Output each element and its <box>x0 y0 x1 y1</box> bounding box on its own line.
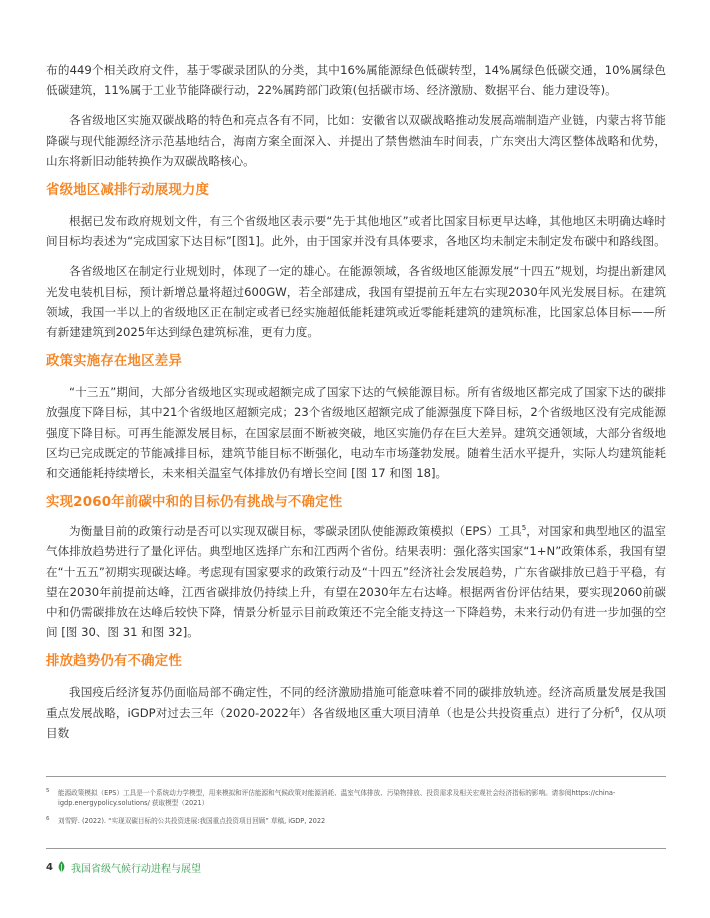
footnote-divider <box>46 776 666 777</box>
paragraph <box>46 682 666 743</box>
footer-title: 我国省级气候行动进程与展望 <box>70 863 201 875</box>
footnote-text: 刘雪野. (2022). “实现双碳目标的公共投资进展:我国重点投资项目回顾” 草稿, iGDP, 2022 <box>58 817 326 825</box>
main-content <box>46 60 666 743</box>
footnote-text: 能源政策模拟（EPS）工具是一个系统动力学模型，用来模拟和评估能源和气候政策对能源消耗、温室气体排放、污染物排放、投资需求及相关宏观社会经济指标的影响。请参阅https://china-igdp.energypolicy.solutions/ 获取模型（2021） <box>58 789 616 807</box>
page-number: 4 <box>46 861 53 873</box>
footnote-number: 5 <box>46 788 50 794</box>
footnote-number: 6 <box>46 816 50 822</box>
footnote <box>46 816 666 826</box>
footnote-ref: 6 <box>614 705 620 714</box>
footer-divider <box>46 848 666 849</box>
paragraph-text: ，仅从项目数 <box>46 705 666 740</box>
footnote <box>46 788 666 808</box>
footnotes <box>46 788 666 834</box>
section-heading: 省级地区减排行动展现力度 <box>46 183 210 199</box>
paragraph: 各省级地区实施双碳战略的特色和亮点各有不同，比如：安徽省以双碳战略推动发展高端制造产业链，内蒙古将节能降碳与现代能源经济示范基地结合，海南方案全面深入、并提出了禁售燃油车时间表，广东突出大湾区整体战略和优势，山东将新旧动能转换作为双碳战略核心。 <box>46 113 666 168</box>
paragraph: 根据已发布政府规划文件，有三个省级地区表示要“先于其他地区”或者比国家目标更早达峰，其他地区未明确达峰时间目标均表述为“完成国家下达目标”[图1]。此外，由于国家并没有具体要求，各地区均未制定未制定发布碳中和路线图。 <box>46 214 666 249</box>
leaf-icon <box>57 861 66 873</box>
paragraph: “十三五”期间，大部分省级地区实现或超额完成了国家下达的气候能源目标。所有省级地区都完成了国家下达的碳排放强度下降目标，其中21个省级地区超额完成；23个省级地区超额完成了能源强度下降目标，2个省级地区没有完成能源强度下降目标。可再生能源发展目标，在国家层面不断被突破，地区实施仍存在巨大差异。建筑交通领域，大部分省级地区均已完成既定的节能减排目标，建筑节能目标不断强化，电动车市场蓬勃发展。随着生活水平提升，实际人均建筑能耗和交通能耗持续增长，未来相关温室气体排放仍有增长空间 [图 17 和图 18]。 <box>46 385 666 481</box>
footnote-ref: 5 <box>521 524 527 533</box>
page-footer <box>46 860 201 874</box>
paragraph-text: 我国疫后经济复苏仍面临局部不确定性，不同的经济激励措施可能意味着不同的碳排放轨迹。经济高质量发展是我国重点发展战略，iGDP对过去三年（2020-2022年）各省级地区重大项目清单（也是公共投资重点）进行了分析 <box>46 685 666 720</box>
section-heading: 排放趋势仍有不确定性 <box>46 654 182 670</box>
section-heading: 实现2060年前碳中和的目标仍有挑战与不确定性 <box>46 495 343 511</box>
paragraph <box>46 521 666 642</box>
paragraph-text: ，对国家和典型地区的温室气体排放趋势进行了量化评估。典型地区选择广东和江西两个省份。结果表明：强化落实国家“1+N”政策体系，我国有望在“十五五”初期实现碳达峰。考虑现有国家要求的政策行动及“十四五”经济社会发展趋势，广东省碳排放已趋于平稳，有望在2030年前提前达峰，江西省碳排放仍持续上升，有望在2030年左右达峰。根据两省份评估结果，要实现2060前碳中和仍需碳排放在达峰后较快下降，情景分析显示目前政策还不完全能支持这一下降趋势，未来行动仍有进一步加强的空间 [图 30、图 31 和图 32]。 <box>46 524 666 640</box>
paragraph: 布的449个相关政府文件，基于零碳录团队的分类，其中16%属能源绿色低碳转型，14%属绿色低碳交通，10%属绿色低碳建筑，11%属于工业节能降碳行动，22%属跨部门政策(包括碳市场、经济激励、数据平台、能力建设等)。 <box>46 63 666 98</box>
section-heading: 政策实施存在地区差异 <box>46 354 182 370</box>
paragraph: 各省级地区在制定行业规划时，体现了一定的雄心。在能源领域，各省级地区能源发展“十四五”规划，均提出新建风光发电装机目标，预计新增总量将超过600GW，若全部建成，我国有望提前五年左右实现2030年风光发展目标。在建筑领域，我国一半以上的省级地区正在制定或者已经实施超低能耗建筑或近零能耗建筑的建筑标准，比国家总体目标——所有新建建筑到2025年达到绿色建筑标准，更有力度。 <box>46 264 666 340</box>
paragraph-text: 为衡量目前的政策行动是否可以实现双碳目标，零碳录团队使能源政策模拟（EPS）工具 <box>69 524 522 539</box>
